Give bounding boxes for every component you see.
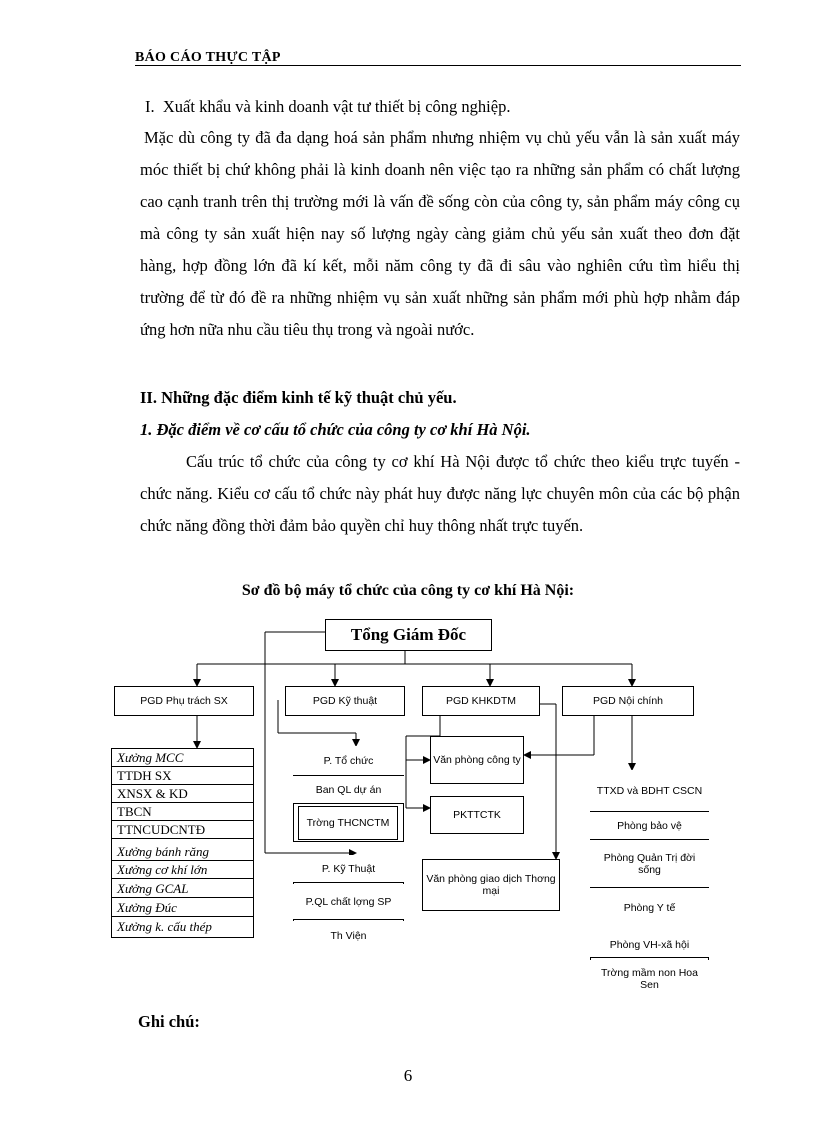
internal-unit: Trờng mầm non Hoa Sen bbox=[590, 960, 709, 998]
section1-number: I. bbox=[145, 97, 155, 116]
production-unit: TTNCUDCNTĐ bbox=[112, 821, 253, 839]
page-header: BÁO CÁO THỰC TẬP bbox=[135, 50, 281, 65]
business-unit: PKTTCTK bbox=[430, 796, 524, 834]
internal-unit: Phòng bảo vệ bbox=[590, 812, 709, 840]
deputy-production-box: PGD Phụ trách SX bbox=[114, 686, 254, 716]
production-unit: XNSX & KD bbox=[112, 785, 253, 803]
production-unit: TBCN bbox=[112, 803, 253, 821]
technical-unit: P. Kỹ Thuật bbox=[293, 855, 404, 883]
internal-unit: Phòng Quản Trị đời sống bbox=[590, 840, 709, 888]
note-label: Ghi chú: bbox=[138, 1012, 200, 1031]
business-unit: Văn phòng giao dịch Thơng mại bbox=[422, 859, 560, 911]
technical-unit: P.QL chất lợng SP bbox=[293, 884, 404, 920]
production-unit: Xưởng GCAL bbox=[112, 880, 253, 898]
production-unit: Xưởng bánh răng bbox=[112, 843, 253, 861]
production-unit: Xưởng Đúc bbox=[112, 899, 253, 917]
subsection1-heading: 1. Đặc điểm về cơ cấu tổ chức của công ty cơ khí Hà Nội. bbox=[140, 420, 531, 439]
section1-title: Xuất khẩu và kinh doanh vật tư thiết bị công nghiệp. bbox=[162, 97, 511, 116]
chart-title: Sơ đồ bộ máy tổ chức của công ty cơ khí Hà Nội: bbox=[241, 582, 575, 599]
business-unit: Văn phòng công ty bbox=[430, 736, 524, 784]
technical-unit: Trờng THCNCTM bbox=[298, 806, 398, 840]
internal-unit: TTXD và BDHT CSCN bbox=[590, 770, 709, 812]
technical-unit: Ban QL dự án bbox=[293, 776, 404, 804]
technical-unit: Th Viện bbox=[293, 921, 404, 951]
production-unit: Xưởng k. cấu thép bbox=[117, 919, 212, 934]
section2-heading: II. Những đặc điểm kinh tế kỹ thuật chủ yếu. bbox=[140, 388, 457, 407]
production-unit: Xưởng cơ khí lớn bbox=[112, 861, 253, 879]
section1-paragraph: Mặc dù công ty đã đa dạng hoá sản phẩm nhưng nhiệm vụ chủ yếu vẫn là sản xuất máy móc thiết bị chứ không phải là kinh doanh nên việc tạo ra những sản phẩm có chất lượng cao cạnh tranh trên thị trường mới là vấn đề sống còn của công ty, sản phẩm máy công cụ mà công ty sản xuất hiện nay số lượng ngày càng giảm chủ yếu sản xuất theo đơn đặt hàng, hợp đồng lớn đã kí kết, mỗi năm công ty đã đi sâu vào nghiên cứu tìm hiểu thị trường để từ đó đề ra những nhiệm vụ sản xuất những sản phẩm mới phù hợp nhằm đáp ứng hơn nữa nhu cầu tiêu thụ trong và ngoài nước. bbox=[140, 128, 740, 339]
technical-unit: P. Tổ chức bbox=[293, 746, 404, 776]
internal-unit: Phòng VH-xã hội bbox=[590, 932, 709, 958]
production-unit: Xưởng MCC bbox=[112, 749, 253, 767]
internal-unit: Phòng Y tế bbox=[590, 888, 709, 928]
deputy-internal-box: PGD Nội chính bbox=[562, 686, 694, 716]
deputy-technical-box: PGD Kỹ thuật bbox=[285, 686, 405, 716]
deputy-business-box: PGD KHKDTM bbox=[422, 686, 540, 716]
page-number: 6 bbox=[403, 1066, 413, 1085]
subsection1-paragraph: Cấu trúc tổ chức của công ty cơ khí Hà Nội được tổ chức theo kiểu trực tuyến - chức năng. Kiểu cơ cấu tổ chức này phát huy được năng lực chuyên môn của các bộ phận chức năng đồng thời đảm bảo quyền chỉ huy thông nhất trực tuyến. bbox=[140, 452, 740, 535]
ceo-box: Tổng Giám Đốc bbox=[325, 619, 492, 651]
production-unit: TTDH SX bbox=[112, 767, 253, 785]
